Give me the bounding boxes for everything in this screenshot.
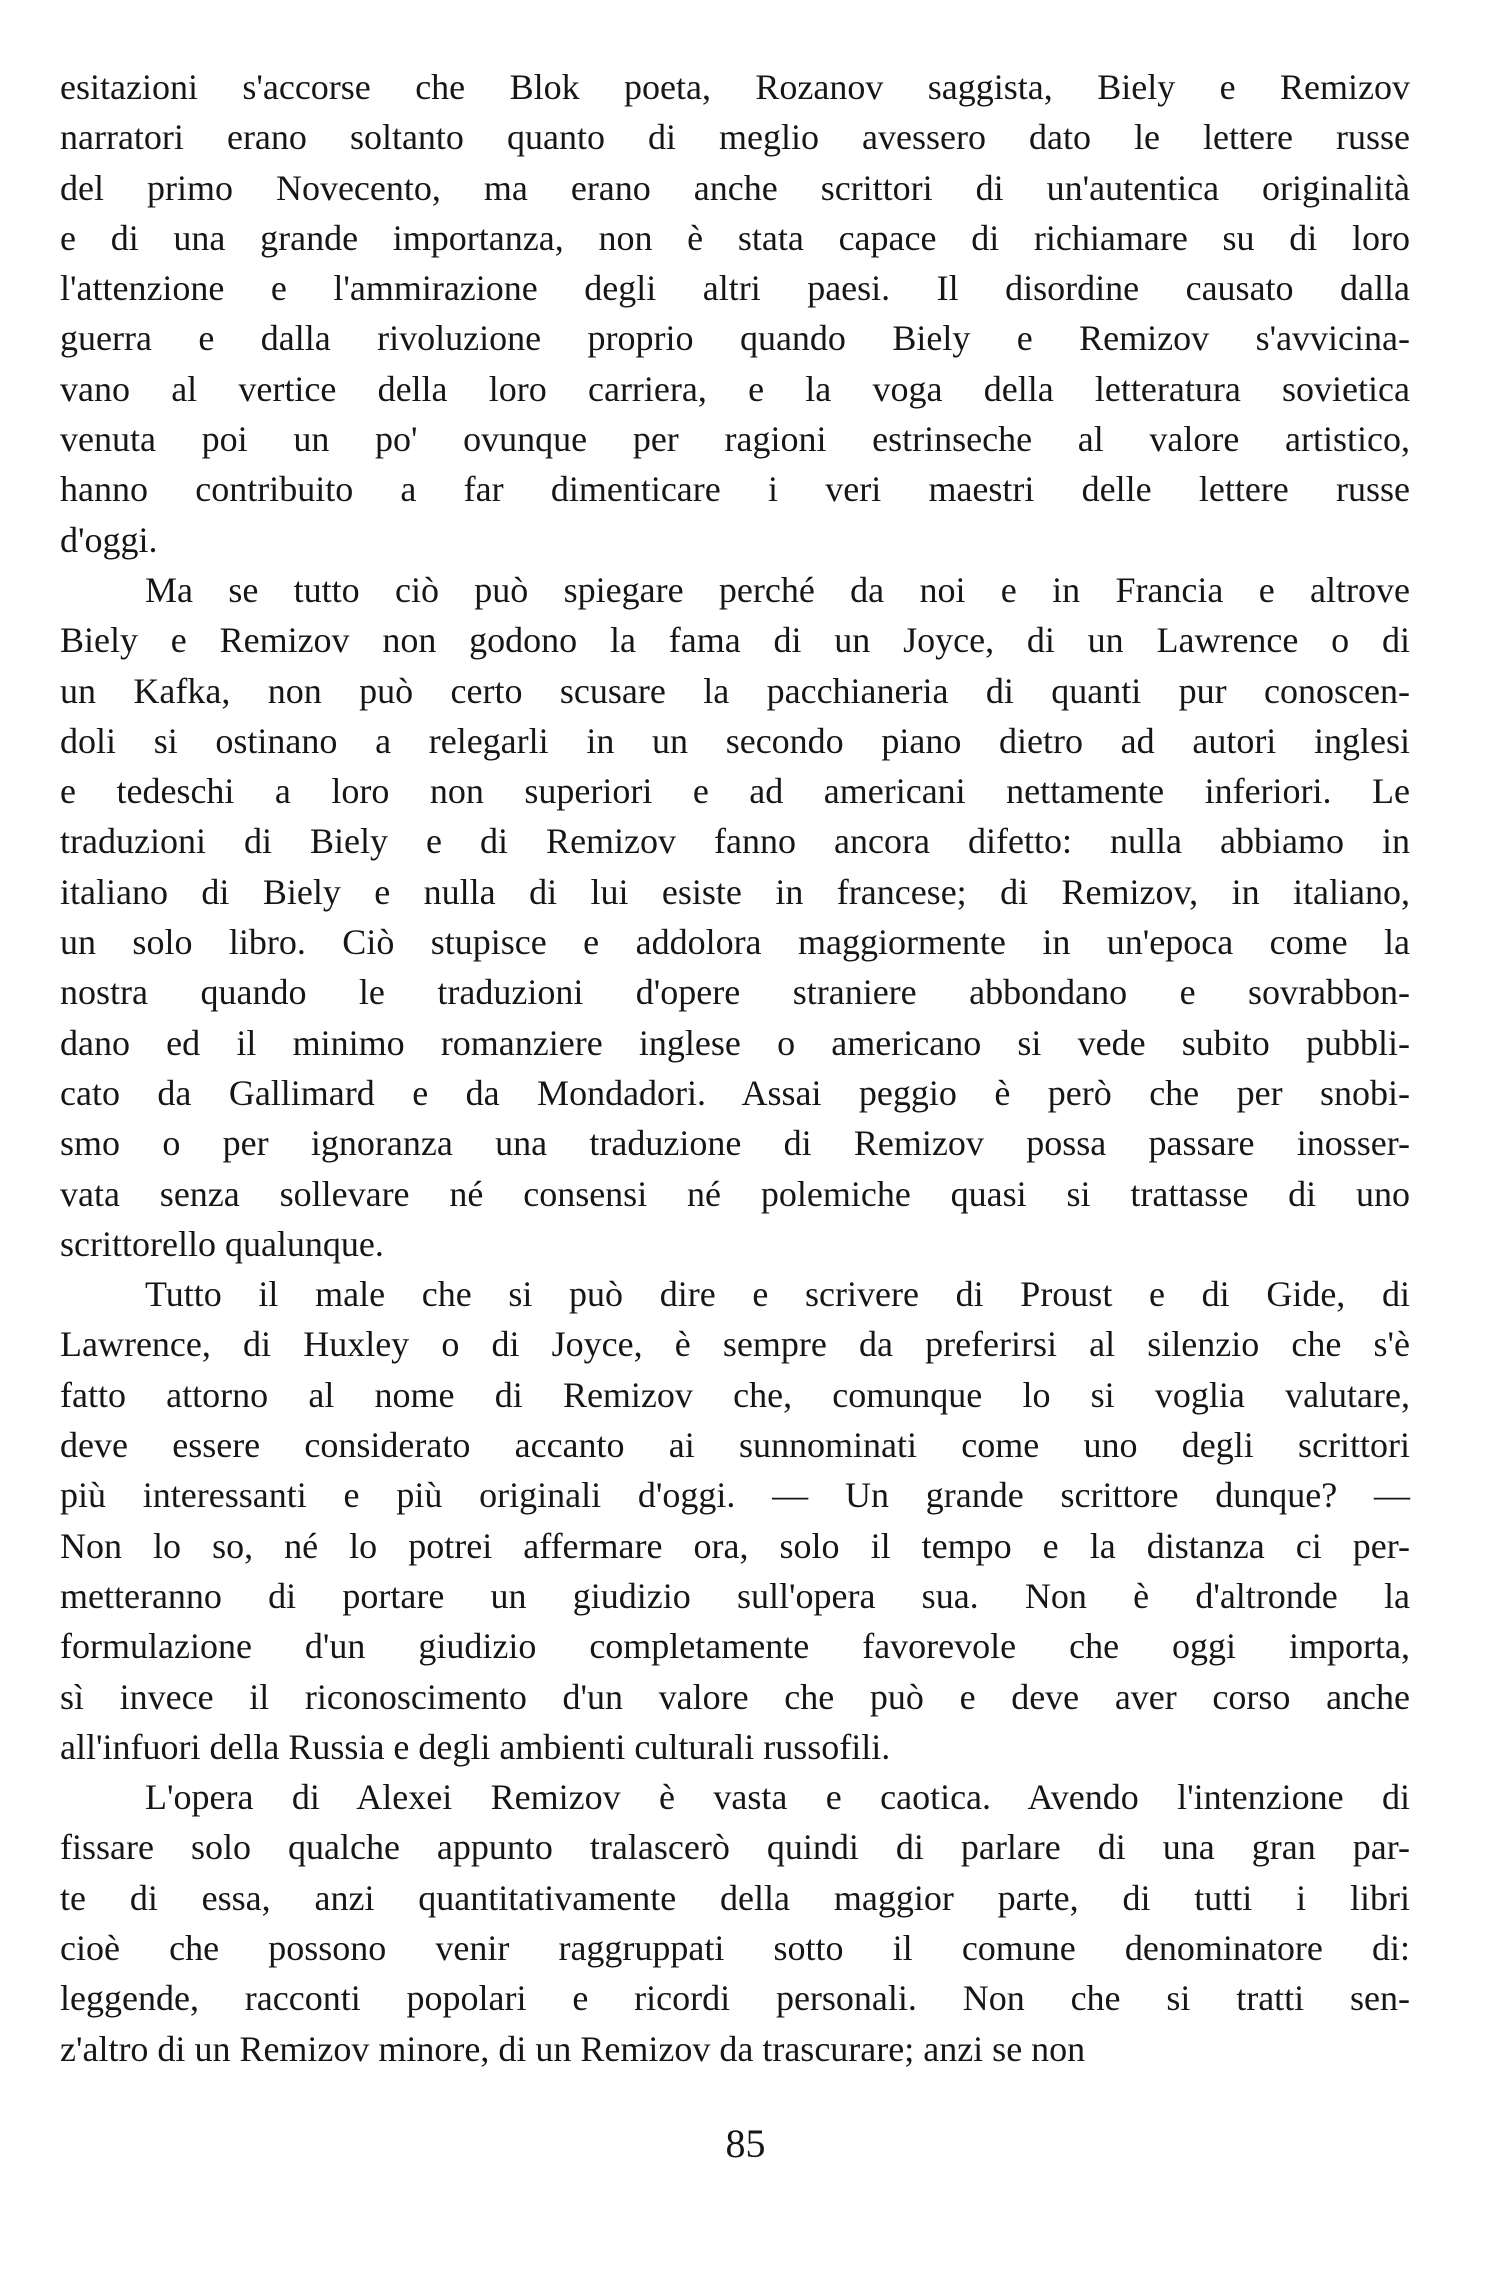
text-line: leggende, racconti popolari e ricordi personali. Non che si tratti sen- <box>60 1978 1410 2019</box>
text-line: Lawrence, di Huxley o di Joyce, è sempre da preferirsi al silenzio che s'è <box>60 1324 1410 1365</box>
text-line: e tedeschi a loro non superiori e ad americani nettamente inferiori. Le <box>60 771 1410 812</box>
text-line: cioè che possono venir raggruppati sotto il comune denominatore di: <box>60 1927 1410 1968</box>
text-line: sì invece il riconoscimento d'un valore che può e deve aver corso anche <box>60 1676 1410 1717</box>
text-line: italiano di Biely e nulla di lui esiste in francese; di Remizov, in italiano, <box>60 871 1410 912</box>
text-line: del primo Novecento, ma erano anche scrittori di un'autentica originalità <box>60 167 1410 208</box>
text-line: d'oggi. <box>60 519 158 560</box>
text-line: vata senza sollevare né consensi né polemiche quasi si trattasse di uno <box>60 1173 1410 1214</box>
text-line: Tutto il male che si può dire e scrivere di Proust e di Gide, di <box>145 1274 1410 1315</box>
paragraph <box>60 1772 1410 2074</box>
text-line: all'infuori della Russia e degli ambienti culturali russofili. <box>60 1726 891 1767</box>
text-line: smo o per ignoranza una traduzione di Remizov possa passare inosser- <box>60 1123 1410 1164</box>
text-line: cato da Gallimard e da Mondadori. Assai peggio è però che per snobi- <box>60 1072 1410 1113</box>
paragraph <box>60 565 1410 1269</box>
text-line: Non lo so, né lo potrei affermare ora, solo il tempo e la distanza ci per- <box>60 1525 1410 1566</box>
text-line: narratori erano soltanto quanto di meglio avessero dato le lettere russe <box>60 117 1410 158</box>
text-line: scrittorello qualunque. <box>60 1223 384 1264</box>
text-line: deve essere considerato accanto ai sunnominati come uno degli scrittori <box>60 1425 1410 1466</box>
text-line: hanno contribuito a far dimenticare i veri maestri delle lettere russe <box>60 469 1410 510</box>
text-line: fatto attorno al nome di Remizov che, comunque lo si voglia valutare, <box>60 1374 1410 1415</box>
text-line: doli si ostinano a relegarli in un secondo piano dietro ad autori inglesi <box>60 720 1410 761</box>
text-line: più interessanti e più originali d'oggi. — Un grande scrittore dunque? — <box>60 1475 1410 1516</box>
paragraph <box>60 62 1410 565</box>
text-line: fissare solo qualche appunto tralascerò quindi di parlare di una gran par- <box>60 1827 1410 1868</box>
text-line: Ma se tutto ciò può spiegare perché da noi e in Francia e altrove <box>145 569 1410 610</box>
text-line: te di essa, anzi quantitativamente della maggior parte, di tutti i libri <box>60 1877 1410 1918</box>
text-line: esitazioni s'accorse che Blok poeta, Rozanov saggista, Biely e Remizov <box>60 67 1410 107</box>
text-line: Biely e Remizov non godono la fama di un Joyce, di un Lawrence o di <box>60 620 1410 661</box>
text-line: un Kafka, non può certo scusare la pacchianeria di quanti pur conoscen- <box>60 670 1410 711</box>
text-line: formulazione d'un giudizio completamente favorevole che oggi importa, <box>60 1626 1410 1667</box>
page-number: 85 <box>725 2121 766 2166</box>
text-line: e di una grande importanza, non è stata capace di richiamare su di loro <box>60 217 1410 258</box>
paragraph <box>60 1269 1410 1772</box>
text-line: nostra quando le traduzioni d'opere straniere abbondano e sovrabbon- <box>60 972 1410 1013</box>
text-line: dano ed il minimo romanziere inglese o americano si vede subito pubbli- <box>60 1022 1410 1063</box>
text-line: z'altro di un Remizov minore, di un Remizov da trascurare; anzi se non <box>60 2028 1086 2069</box>
text-line: vano al vertice della loro carriera, e la voga della letteratura sovietica <box>60 368 1410 409</box>
text-line: un solo libro. Ciò stupisce e addolora maggiormente in un'epoca come la <box>60 922 1410 963</box>
text-line: venuta poi un po' ovunque per ragioni estrinseche al valore artistico, <box>60 419 1410 460</box>
text-line: guerra e dalla rivoluzione proprio quando Biely e Remizov s'avvicina- <box>60 318 1410 359</box>
text-line: L'opera di Alexei Remizov è vasta e caotica. Avendo l'intenzione di <box>145 1777 1410 1818</box>
text-line: l'attenzione e l'ammirazione degli altri paesi. Il disordine causato dalla <box>60 268 1410 309</box>
text-line: traduzioni di Biely e di Remizov fanno ancora difetto: nulla abbiamo in <box>60 821 1410 862</box>
page-body <box>60 62 1410 2074</box>
text-line: metteranno di portare un giudizio sull'opera sua. Non è d'altronde la <box>60 1575 1410 1616</box>
